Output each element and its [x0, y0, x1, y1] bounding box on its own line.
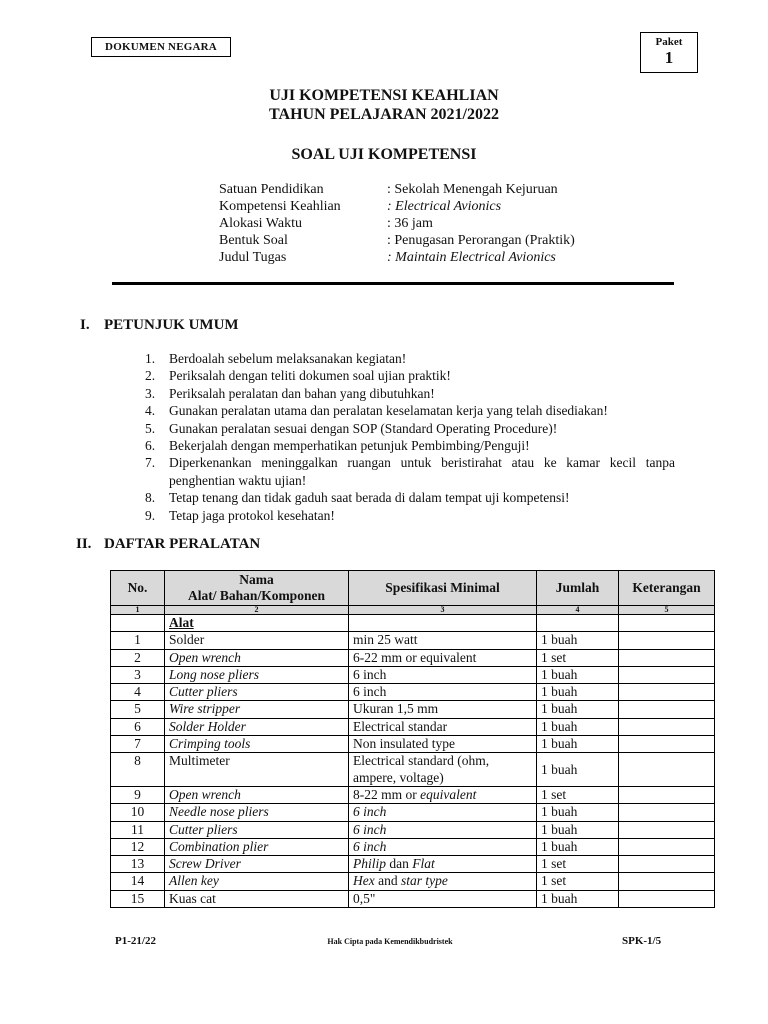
cell-jumlah: 1 buah: [537, 666, 619, 683]
cell-spek: 6 inch: [349, 666, 537, 683]
table-row: [111, 718, 715, 735]
title-line-1: UJI KOMPETENSI KEAHLIAN: [269, 87, 499, 104]
cell-spek: 6-22 mm or equivalent: [349, 649, 537, 666]
header-keterangan: Keterangan: [619, 571, 715, 606]
table-row: [111, 649, 715, 666]
list-item-text: Gunakan peralatan utama dan peralatan keselamatan kerja yang telah disediakan!: [169, 403, 608, 419]
cell-no: 15: [111, 890, 165, 907]
list-item-text: Bekerjalah dengan memperhatikan petunjuk Pembimbing/Penguji!: [169, 438, 530, 454]
list-item-number: 8.: [145, 490, 156, 506]
list-item: [145, 420, 675, 437]
cell-ket: [619, 856, 715, 873]
cell-jumlah: 1 buah: [537, 890, 619, 907]
cell-no: 4: [111, 684, 165, 701]
cell-nama: Wire stripper: [165, 701, 349, 718]
footer-right: SPK-1/5: [622, 935, 662, 947]
list-item-text: Periksalah dengan teliti dokumen soal ujian praktik!: [169, 368, 451, 384]
cell-nama: Open wrench: [165, 649, 349, 666]
cell-ket: [619, 666, 715, 683]
cell-nama: Combination plier: [165, 838, 349, 855]
table-row: [111, 736, 715, 753]
list-item: [145, 402, 675, 419]
cell-nama: Allen key: [165, 873, 349, 890]
section-number: II.: [76, 536, 92, 552]
cell-no: 13: [111, 856, 165, 873]
cell-spek-part: 8-22 mm or: [353, 786, 421, 802]
info-value: : Penugasan Perorangan (Praktik): [387, 233, 575, 248]
cell-spek: 6 inch: [349, 684, 537, 701]
cell-spek: 0,5": [349, 890, 537, 907]
cell-no: 9: [111, 786, 165, 803]
info-row-judul: [219, 249, 575, 266]
cell-jumlah: 1 set: [537, 873, 619, 890]
info-block: [219, 181, 575, 266]
list-item-text: Tetap jaga protokol kesehatan!: [169, 507, 335, 523]
section-number: I.: [80, 317, 90, 333]
table-row: [111, 666, 715, 683]
cell-nama: Open wrench: [165, 786, 349, 803]
cell-no: 1: [111, 632, 165, 649]
cell-spek-part: Philip: [353, 856, 386, 872]
table-row: [111, 786, 715, 803]
list-item-number: 2.: [145, 368, 156, 384]
paket-number: 1: [664, 48, 674, 67]
cell-spek-part: star type: [400, 873, 448, 889]
cell-jumlah: 1 buah: [537, 821, 619, 838]
list-item: [145, 507, 675, 524]
table-row: [111, 632, 715, 649]
table-row: [111, 821, 715, 838]
cell-spek-part: and: [374, 873, 401, 889]
cell-spek: 6 inch: [349, 804, 537, 821]
footer-center: Hak Cipta pada Kemendikbudristek: [327, 937, 453, 946]
info-row-satuan: [219, 181, 575, 198]
cell-spek: Electrical standar: [349, 718, 537, 735]
cell-spek: [349, 786, 537, 803]
horizontal-rule: [112, 282, 674, 285]
cell-ket: [619, 786, 715, 803]
cell-ket: [619, 873, 715, 890]
info-key: Kompetensi Keahlian: [219, 199, 341, 214]
info-key: Bentuk Soal: [219, 233, 288, 248]
document-classification-label: DOKUMEN NEGARA: [91, 37, 231, 57]
info-value: : Sekolah Menengah Kejuruan: [387, 182, 558, 197]
table-row: [111, 753, 715, 787]
info-key: Satuan Pendidikan: [219, 182, 324, 197]
column-number: 4: [537, 606, 619, 615]
list-item-number: 1.: [145, 351, 156, 366]
footer-left: P1-21/22: [115, 935, 156, 947]
cell-ket: [619, 736, 715, 753]
table-row: [111, 838, 715, 855]
section-title: PETUNJUK UMUM: [104, 317, 239, 333]
cell-ket: [619, 753, 715, 787]
group-label: Alat: [165, 615, 349, 632]
table-row: [111, 701, 715, 718]
table-row: [111, 856, 715, 873]
info-row-alokasi: [219, 215, 575, 232]
list-item: [145, 385, 675, 402]
header-nama-line1: Nama: [239, 572, 274, 587]
info-key: Alokasi Waktu: [219, 216, 302, 231]
table-row: [111, 890, 715, 907]
column-number: 1: [111, 606, 165, 615]
cell-spek-part: equivalent: [420, 786, 477, 802]
cell-ket: [619, 890, 715, 907]
cell-spek: 6 inch: [349, 838, 537, 855]
cell-spek: Electrical standard (ohm, ampere, voltage): [349, 753, 537, 787]
list-item: [145, 437, 675, 454]
cell-ket: [619, 838, 715, 855]
table-header-row: [111, 571, 715, 606]
cell-nama: Long nose pliers: [165, 666, 349, 683]
cell-ket: [619, 821, 715, 838]
section-title: DAFTAR PERALATAN: [104, 536, 261, 552]
list-item-number: 4.: [145, 403, 156, 419]
header-spesifikasi: Spesifikasi Minimal: [349, 571, 537, 606]
title-line-3: SOAL UJI KOMPETENSI: [291, 146, 477, 163]
cell-ket: [619, 804, 715, 821]
column-number: 5: [619, 606, 715, 615]
cell-nama: Cutter pliers: [165, 821, 349, 838]
list-item: [145, 489, 675, 506]
cell-spek-part: Flat: [412, 856, 435, 872]
cell-ket: [619, 632, 715, 649]
list-item-text: Periksalah peralatan dan bahan yang dibutuhkan!: [169, 385, 435, 401]
cell-ket: [619, 684, 715, 701]
cell-jumlah: 1 buah: [537, 838, 619, 855]
cell-jumlah: 1 buah: [537, 632, 619, 649]
cell-jumlah: 1 buah: [537, 804, 619, 821]
section-heading-peralatan: [76, 536, 260, 553]
cell-spek: Non insulated type: [349, 736, 537, 753]
table-row: [111, 873, 715, 890]
table-row: [111, 804, 715, 821]
info-value: : Maintain Electrical Avionics: [387, 250, 556, 265]
cell-jumlah: 1 set: [537, 856, 619, 873]
table-group-row: [111, 615, 715, 632]
column-number-row: [111, 606, 715, 615]
header-no: No.: [111, 571, 165, 606]
column-number: 3: [349, 606, 537, 615]
cell-ket: [619, 701, 715, 718]
list-item: [145, 454, 675, 489]
info-value: : 36 jam: [387, 216, 433, 231]
cell-nama: Solder Holder: [165, 718, 349, 735]
list-item-text: Diperkenankan meninggalkan ruangan untuk beristirahat atau ke kamar kecil tanpa penghentian waktu ujian!: [169, 455, 675, 488]
cell-jumlah: 1 buah: [537, 701, 619, 718]
cell-spek-part: Hex: [353, 873, 375, 889]
header-nama-line2: Alat/ Bahan/Komponen: [188, 588, 325, 603]
cell-spek: [349, 856, 537, 873]
info-row-kompetensi: [219, 198, 575, 215]
cell-jumlah: 1 set: [537, 649, 619, 666]
cell-nama: Multimeter: [165, 753, 349, 787]
cell-jumlah: 1 buah: [537, 753, 619, 787]
list-item-text: Tetap tenang dan tidak gaduh saat berada di dalam tempat uji kompetensi!: [169, 490, 570, 506]
table-row: [111, 684, 715, 701]
info-key: Judul Tugas: [219, 250, 287, 265]
equipment-table: [110, 570, 715, 908]
cell-spek: [349, 873, 537, 890]
cell-no: 8: [111, 753, 165, 787]
cell-no: 7: [111, 736, 165, 753]
cell-spek: 6 inch: [349, 821, 537, 838]
cell-no: 12: [111, 838, 165, 855]
cell-nama: Needle nose pliers: [165, 804, 349, 821]
list-item-number: 7.: [145, 455, 156, 471]
instruction-list: [145, 350, 675, 524]
list-item-number: 6.: [145, 438, 156, 454]
cell-no: 2: [111, 649, 165, 666]
paket-label: Paket: [655, 36, 683, 48]
cell-no: 14: [111, 873, 165, 890]
cell-no: 6: [111, 718, 165, 735]
list-item-number: 3.: [145, 385, 156, 401]
info-row-bentuk: [219, 232, 575, 249]
cell-ket: [619, 718, 715, 735]
title-line-2: TAHUN PELAJARAN 2021/2022: [269, 106, 499, 123]
paket-box: [640, 32, 698, 73]
section-heading-petunjuk: [80, 317, 239, 334]
cell-no: 3: [111, 666, 165, 683]
cell-spek: Ukuran 1,5 mm: [349, 701, 537, 718]
cell-spek: min 25 watt: [349, 632, 537, 649]
cell-jumlah: 1 set: [537, 786, 619, 803]
cell-nama: Screw Driver: [165, 856, 349, 873]
cell-no: 5: [111, 701, 165, 718]
cell-no: 10: [111, 804, 165, 821]
cell-nama: Cutter pliers: [165, 684, 349, 701]
list-item: [145, 350, 675, 367]
cell-no: 11: [111, 821, 165, 838]
header-jumlah: Jumlah: [537, 571, 619, 606]
cell-ket: [619, 649, 715, 666]
cell-jumlah: 1 buah: [537, 718, 619, 735]
header-nama: [165, 571, 349, 606]
column-number: 2: [165, 606, 349, 615]
list-item: [145, 367, 675, 384]
list-item-text: Berdoalah sebelum melaksanakan kegiatan!: [169, 351, 407, 366]
list-item-number: 9.: [145, 507, 156, 523]
cell-spek-part: dan: [386, 856, 413, 872]
cell-nama: Kuas cat: [165, 890, 349, 907]
list-item-text: Gunakan peralatan sesuai dengan SOP (Standard Operating Procedure)!: [169, 420, 558, 436]
cell-nama: Solder: [165, 632, 349, 649]
cell-nama: Crimping tools: [165, 736, 349, 753]
info-value: : Electrical Avionics: [387, 199, 502, 214]
cell-jumlah: 1 buah: [537, 736, 619, 753]
cell-jumlah: 1 buah: [537, 684, 619, 701]
list-item-number: 5.: [145, 420, 156, 436]
